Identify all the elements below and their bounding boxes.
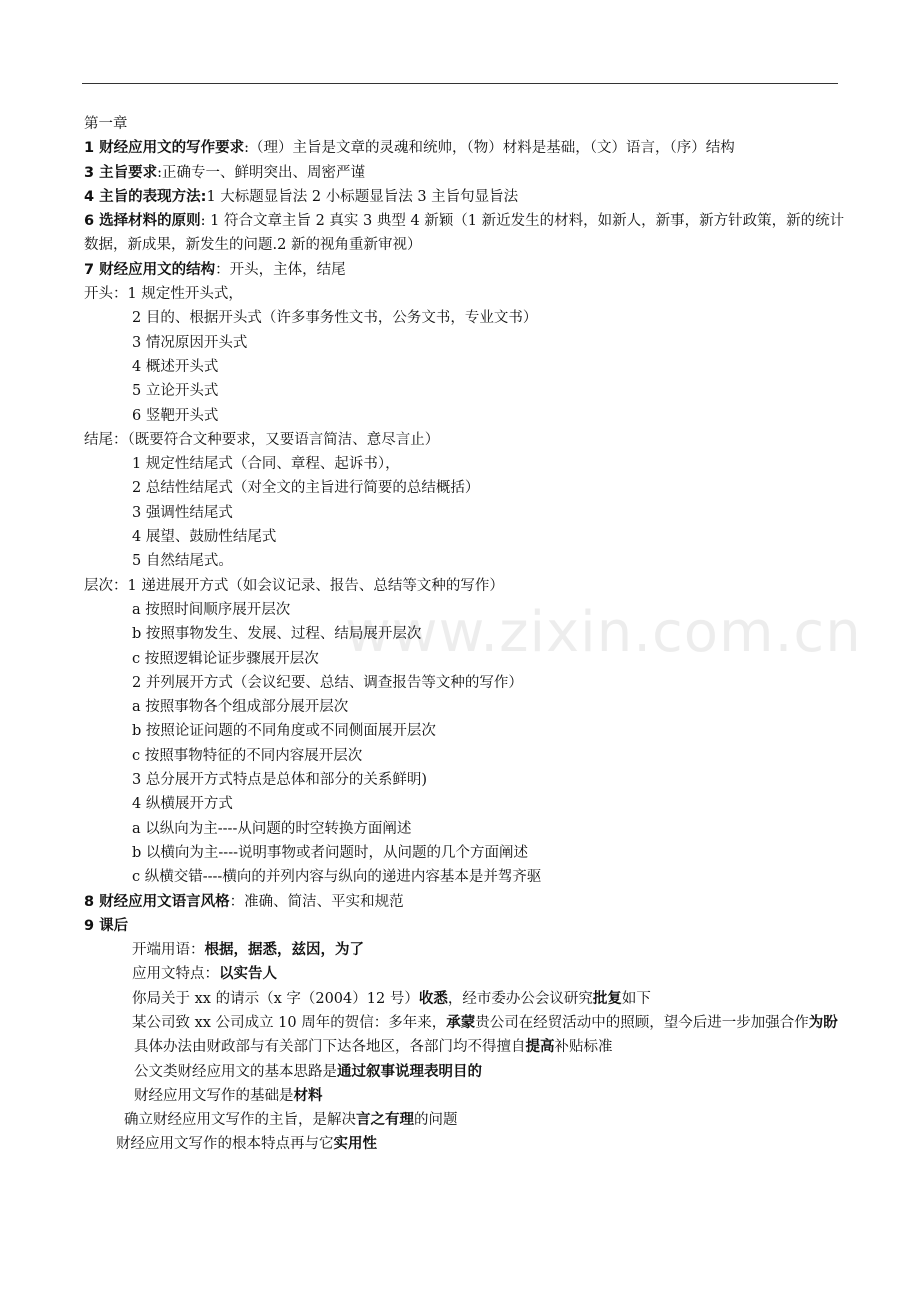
exercise-line: 确立财经应用文写作的主旨，是解决言之有理的问题 — [124, 1112, 458, 1129]
list-item: 2 并列展开方式（会议纪要、总结、调查报告等文种的写作） — [132, 674, 523, 691]
point-3-title: 3 主旨要求 — [84, 164, 158, 181]
point-9-title: 9 课后 — [84, 917, 129, 934]
exercise-line: 财经应用文写作的基础是材料 — [134, 1087, 323, 1104]
exercise-line: 开端用语：根据，据悉，兹因，为了 — [132, 942, 364, 959]
list-item: 4 展望、鼓励性结尾式 — [132, 529, 277, 546]
point-9 — [84, 914, 850, 938]
point-4-title: 4 主旨的表现方法: — [84, 188, 207, 205]
exercise-line: 某公司致 xx 公司成立 10 周年的贺信：多年来，承蒙贵公司在经贸活动中的照顾，望今后进一步加强合作为盼 — [132, 1014, 838, 1031]
list-item: 6 竖靶开头式 — [132, 407, 219, 424]
list-item: 3 情况原因开头式 — [132, 334, 248, 351]
watermark: www.zixin.com.cn — [345, 600, 862, 665]
ending-label: 结尾：（既要符合文种要求，又要语言简洁、意尽言止） — [84, 431, 440, 448]
list-item: 1 规定性结尾式（合同、章程、起诉书）， — [132, 456, 400, 473]
exercise-line: 公文类财经应用文的基本思路是通过叙事说理表明目的 — [134, 1063, 482, 1080]
list-item: 4 纵横展开方式 — [132, 796, 233, 813]
exercise-line: 具体办法由财政部与有关部门下达各地区，各部门均不得擅自提高补贴标准 — [134, 1039, 613, 1056]
levels-label: 层次：1 递进展开方式（如会议记录、报告、总结等文种的写作） — [84, 577, 504, 594]
point-7: 7 财经应用文的结构：开头，主体，结尾 — [84, 261, 346, 278]
list-item: c 纵横交错----横向的并列内容与纵向的递进内容基本是并驾齐驱 — [132, 869, 542, 886]
point-7-title: 7 财经应用文的结构 — [84, 261, 216, 278]
exercise-line: 财经应用文写作的根本特点再与它实用性 — [116, 1136, 377, 1153]
list-item: 2 目的、根据开头式（许多事务性文书，公务文书，专业文书） — [132, 310, 538, 327]
chapter-heading: 第一章 — [84, 116, 128, 132]
list-item: a 按照时间顺序展开层次 — [132, 601, 291, 618]
point-3: 3 主旨要求:正确专一、鲜明突出、周密严谨 — [84, 164, 366, 181]
list-item: 3 总分展开方式特点是总体和部分的关系鲜明) — [132, 772, 427, 789]
point-8: 8 财经应用文语言风格：准确、简洁、平实和规范 — [84, 893, 404, 910]
list-item: 3 强调性结尾式 — [132, 504, 233, 521]
list-item: a 按照事物各个组成部分展开层次 — [132, 699, 349, 716]
point-6: 6 选择材料的原则: 1 符合文章主旨 2 真实 3 典型 4 新颖（1 新近发生的材料，如新人，新事，新方针政策，新的统计数据，新成果，新发生的问题.2 新的视角重新审视） — [84, 213, 845, 254]
list-item: c 按照逻辑论证步骤展开层次 — [132, 650, 319, 667]
list-item: 5 立论开头式 — [132, 383, 219, 400]
list-item: b 以横向为主----说明事物或者问题时，从问题的几个方面阐述 — [132, 844, 528, 861]
list-item: b 按照事物发生、发展、过程、结局展开层次 — [132, 626, 422, 643]
opening-label: 开头：1 规定性开头式， — [84, 286, 243, 303]
list-item: 5 自然结尾式。 — [132, 553, 233, 570]
point-4: 4 主旨的表现方法:1 大标题显旨法 2 小标题显旨法 3 主旨句显旨法 — [84, 188, 519, 205]
exercise-line: 你局关于 xx 的请示（x 字（2004）12 号）收悉，经市委办公会议研究批复如下 — [132, 990, 651, 1007]
exercise-line: 应用文特点：以实告人 — [132, 966, 277, 983]
list-item: c 按照事物特征的不同内容展开层次 — [132, 747, 363, 764]
point-8-title: 8 财经应用文语言风格 — [84, 893, 230, 910]
list-item: b 按照论证问题的不同角度或不同侧面展开层次 — [132, 723, 436, 740]
point-6-title: 6 选择材料的原则 — [84, 213, 201, 230]
header-rule — [82, 83, 838, 84]
list-item: a 以纵向为主----从问题的时空转换方面阐述 — [132, 820, 412, 837]
list-item: 2 总结性结尾式（对全文的主旨进行简要的总结概括） — [132, 480, 480, 497]
list-item: 4 概述开头式 — [132, 358, 219, 375]
point-1-title: 1 财经应用文的写作要求 — [84, 140, 245, 157]
point-1: 1 财经应用文的写作要求:（理）主旨是文章的灵魂和统帅，（物）材料是基础，（文）语言，（序）结构 — [84, 140, 735, 157]
